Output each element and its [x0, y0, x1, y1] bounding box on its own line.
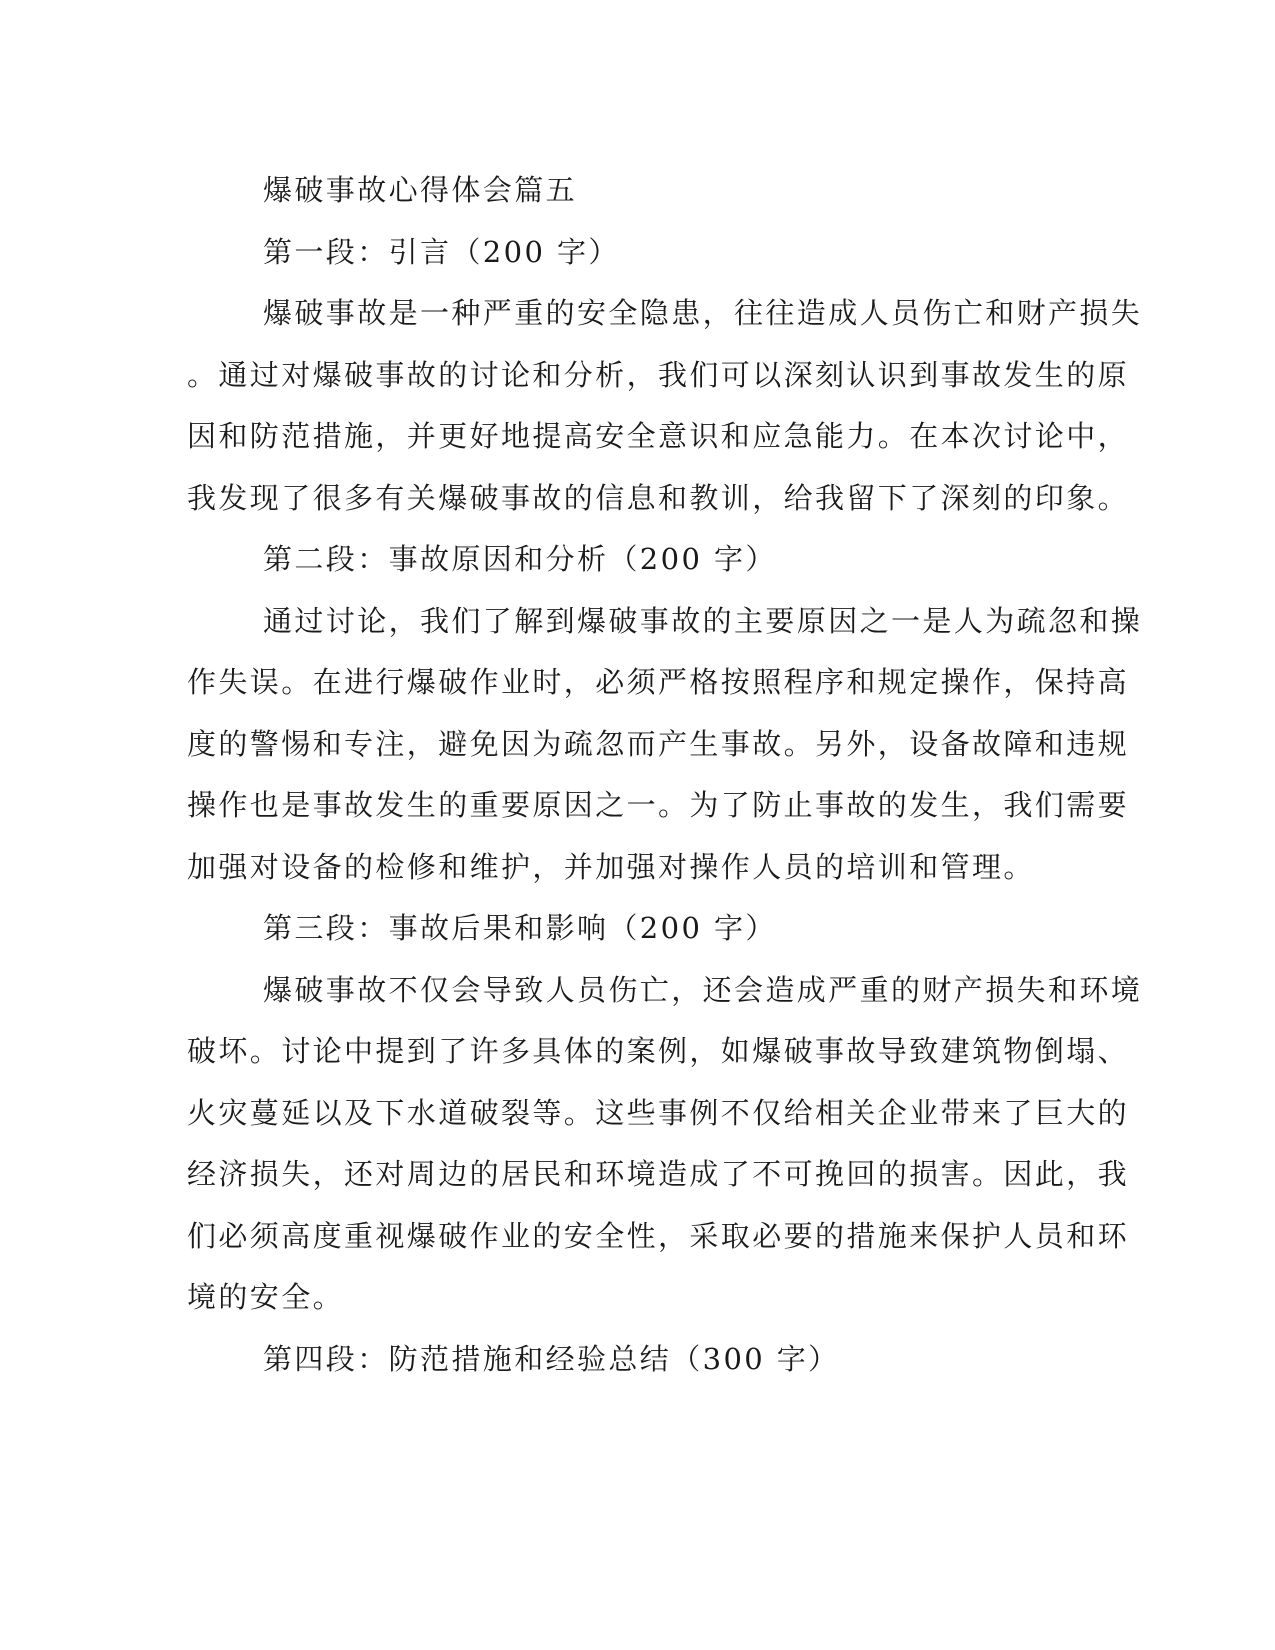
paragraph-line: 爆破事故是一种严重的安全隐患，往往造成人员伤亡和财产损失	[263, 296, 1143, 330]
paragraph-line: 因和防范措施，并更好地提高安全意识和应急能力。在本次讨论中，	[187, 419, 1130, 453]
paragraph-line: 通过讨论，我们了解到爆破事故的主要原因之一是人为疏忽和操	[263, 603, 1143, 638]
paragraph-line: 操作也是事故发生的重要原因之一。为了防止事故的发生，我们需要	[187, 788, 1130, 822]
paragraph-line: 作失误。在进行爆破作业时，必须严格按照程序和规定操作，保持高	[187, 665, 1130, 699]
section-heading: 第三段：事故后果和影响（200 字）	[263, 911, 777, 945]
paragraph-line: 。通过对爆破事故的讨论和分析，我们可以深刻认识到事故发生的原	[187, 357, 1130, 392]
paragraph-line: 境的安全。	[187, 1280, 345, 1314]
document-page	[187, 160, 1143, 1390]
paragraph-line: 破坏。讨论中提到了许多具体的案例，如爆破事故导致建筑物倒塌、	[187, 1034, 1130, 1068]
paragraph-line: 度的警惕和专注，避免因为疏忽而产生事故。另外，设备故障和违规	[187, 726, 1130, 761]
document-title: 爆破事故心得体会篇五	[263, 173, 578, 207]
paragraph-line: 爆破事故不仅会导致人员伤亡，还会造成严重的财产损失和环境	[263, 972, 1143, 1007]
paragraph-line: 们必须高度重视爆破作业的安全性，采取必要的措施来保护人员和环	[187, 1218, 1130, 1253]
section-heading: 第四段：防范措施和经验总结（300 字）	[263, 1341, 840, 1376]
section-heading: 第二段：事故原因和分析（200 字）	[263, 542, 777, 576]
paragraph-line: 火灾蔓延以及下水道破裂等。这些事例不仅给相关企业带来了巨大的	[187, 1095, 1130, 1130]
section-heading: 第一段：引言（200 字）	[263, 234, 620, 269]
paragraph-line: 经济损失，还对周边的居民和环境造成了不可挽回的损害。因此，我	[187, 1157, 1130, 1191]
paragraph-line: 我发现了很多有关爆破事故的信息和教训，给我留下了深刻的印象。	[187, 480, 1130, 515]
paragraph-line: 加强对设备的检修和维护，并加强对操作人员的培训和管理。	[187, 849, 1035, 884]
